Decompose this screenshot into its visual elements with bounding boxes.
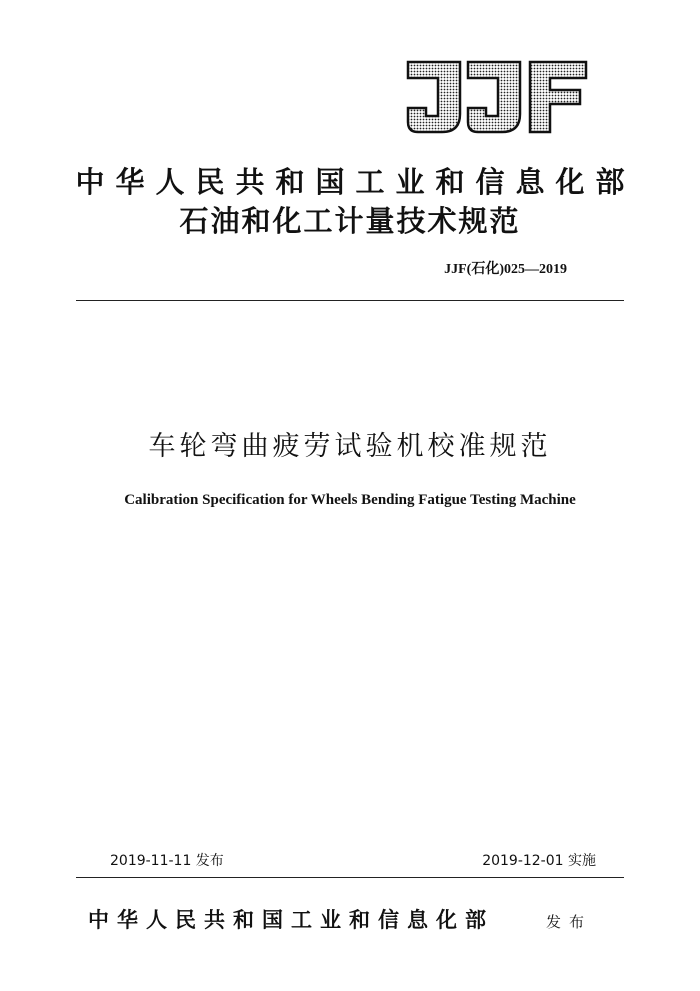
publisher-name: 中华人民共和国工业和信息化部 [88, 907, 494, 932]
issue-date: 2019-11-11 发布 [110, 853, 224, 869]
issuer-specification-series: 石油和化工计量技术规范 [179, 204, 521, 238]
publish-label: 发布 [546, 913, 593, 931]
document-title-english: Calibration Specification for Wheels Bending Fatigue Testing Machine [124, 492, 576, 508]
top-divider [76, 300, 624, 301]
bottom-divider [76, 877, 624, 878]
document-title-chinese: 车轮弯曲疲劳试验机校准规范 [148, 431, 552, 462]
issuer-ministry: 中华人民共和国工业和信息化部 [75, 165, 636, 199]
standard-code: JJF(石化)025—2019 [444, 262, 567, 277]
implementation-date: 2019-12-01 实施 [482, 853, 596, 869]
jjf-logo [404, 58, 590, 136]
